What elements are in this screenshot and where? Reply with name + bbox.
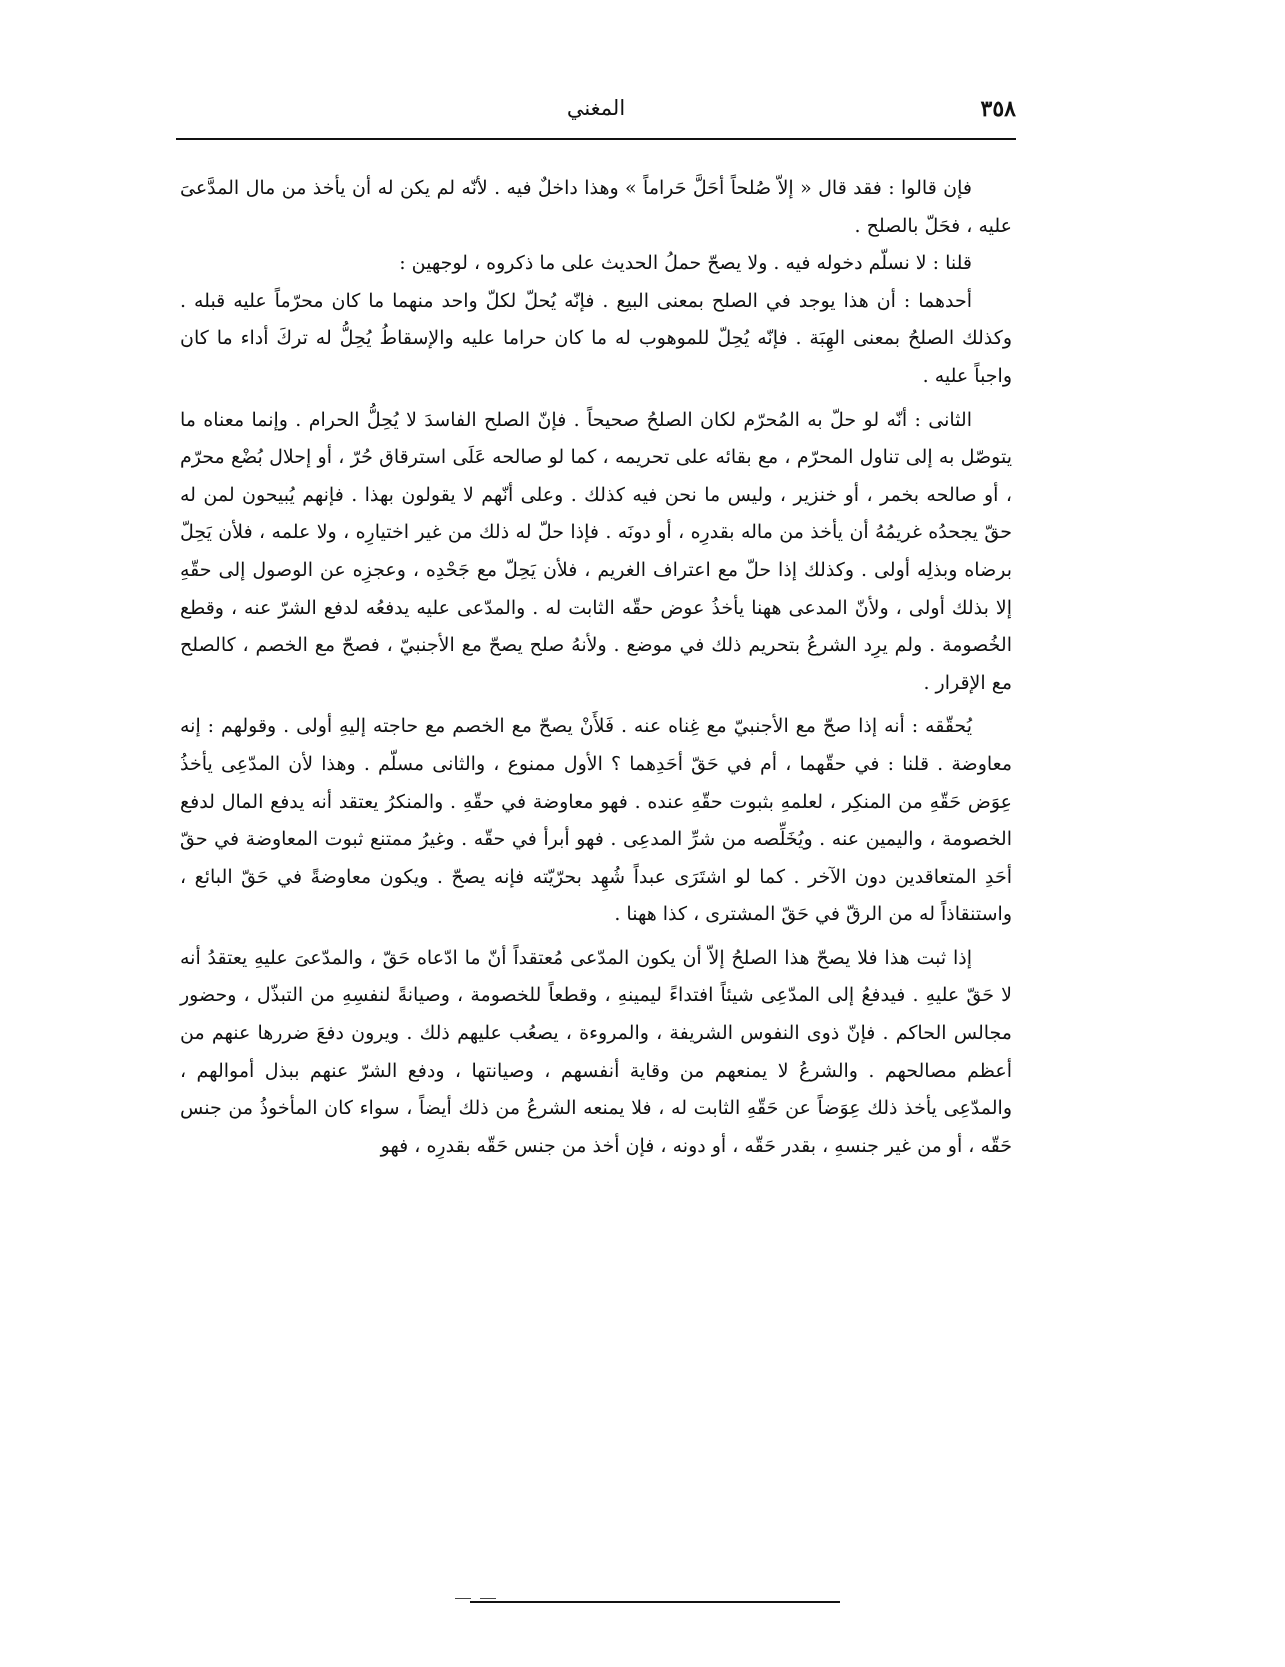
page-number: ٣٥٨ — [980, 96, 1016, 122]
page-header — [176, 96, 1016, 136]
running-title: المغني — [566, 96, 626, 120]
paragraph: يُحقّقه : أنه إذا صحّ مع الأجنبيّ مع غِناه عنه . فَلأَنْ يصحّ مع الخصم مع حاجته إليهِ أولى . وقولهم : إنه معاوضة . قلنا : في حقّهما ، أم في حَقّ أحَدِهما ؟ الأول ممنوع ، والثانى مسلّم . وهذا لأن المدّعِى يأخذُ عِوَض حَقّهِ من المنكِر ، لعلمهِ بثبوت حقّهِ عنده . فهو معاوضة في حقّهِ . والمنكرُ يعتقد أنه يدفع المال لدفع الخصومة ، واليمين عنه . ويُخَلِّصه من شرِّ المدعِى . فهو أبرأ في حقّه . وغيرُ ممتنع ثبوت المعاوضة في حقّ أحَدِ المتعاقدين دون الآخر . كما لو اشتَرَى عبداً شُهِد بحرّيّته فإنه يصحّ . ويكون معاوضةً في حَقّ البائع ، واستنقاذاً له من الرقّ في حَقّ المشترى ، كذا ههنا . — [180, 715, 1012, 926]
paragraph: أحدهما : أن هذا يوجد في الصلح بمعنى البيع . فإنّه يُحلّ لكلّ واحد منهما ما كان محرّماً عليه قبله . وكذلك الصلحُ بمعنى الهِبَة . فإنّه يُحِلّ للموهوب له ما كان حراما عليه والإسقاطُ يُحِلُّ له تركَ أداء ما كان واجباً عليه . — [180, 289, 1012, 387]
footer-rule — [470, 1601, 840, 1603]
paragraph: فإن قالوا : فقد قال « إلاّ صُلحاً أحَلَّ حَراماً » وهذا داخلٌ فيه . لأنّه لم يكن له أن يأخذ من مال المدَّعىَ عليه ، فحَلّ بالصلح . — [180, 177, 1012, 237]
body-text — [180, 170, 1012, 1165]
paragraph: قلنا : لا نسلّم دخوله فيه . ولا يصحّ حملُ الحديث على ما ذكروه ، لوجهين : — [399, 252, 972, 275]
footer-dash — [455, 1598, 471, 1599]
paragraph: الثانى : أنّه لو حلّ به المُحرّم لكان الصلحُ صحيحاً . فإنّ الصلح الفاسدَ لا يُحِلُّ الحرام . وإنما معناه ما يتوصّل به إلى تناول المحرّم ، مع بقائه على تحريمه ، كما لو صالحه عَلَى استرقاق حُرّ ، أو إحلال بُضْع محرّم ، أو صالحه بخمر ، أو خنزير ، وليس ما نحن فيه كذلك . وعلى أنّهم لا يقولون بهذا . فإنهم يُبيحون لمن له حقّ يجحدُه غريمُهُ أن يأخذ من ماله بقدرِه ، أو دونَه . فإذا حلّ له ذلك من غير اختيارِه ، ولا علمه ، فلأن يَحِلّ برضاه وبذلِه أولى . وكذلك إذا حلّ مع اعتراف الغريم ، فلأن يَحِلّ مع جَحْدِه ، وعجزِه عن الوصول إلى حقّهِ إلا بذلك أولى ، ولأنّ المدعى ههنا يأخذُ عوض حقّه الثابت له . والمدّعى عليه يدفعُه لدفع الشرّ عنه ، وقطع الخُصومة . ولم يرِد الشرعُ بتحريم ذلك في موضع . ولأنهُ صلح يصحّ مع الأجنبيّ ، فصحّ مع الخصم ، كالصلح مع الإقرار . — [180, 408, 1012, 694]
header-rule — [176, 138, 1016, 140]
page-footer — [170, 1601, 1020, 1611]
footer-dash — [480, 1598, 496, 1599]
paragraph: إذا ثبت هذا فلا يصحّ هذا الصلحُ إلاّ أن يكون المدّعى مُعتقداً أنّ ما ادّعاه حَقّ ، والمدّعىَ عليهِ يعتقدُ أنه لا حَقّ عليهِ . فيدفعُ إلى المدّعِى شيئاً افتداءً ليمينهِ ، وقطعاً للخصومة ، وصيانةً لنفسِهِ من التبذّل ، وحضور مجالس الحاكم . فإنّ ذوى النفوس الشريفة ، والمروءة ، يصعُب عليهم ذلك . ويرون دفعَ ضررها عنهم من أعظم مصالحهم . والشرعُ لا يمنعهم من وقاية أنفسهم ، وصيانتها ، ودفع الشرّ عنهم ببذل أموالهم ، والمدّعِى يأخذ ذلك عِوَضاً عن حَقّهِ الثابت له ، فلا يمنعه الشرعُ من ذلك أيضاً ، سواء كان المأخوذُ من جنس حَقّه ، أو من غير جنسهِ ، بقدر حَقّه ، أو دونه ، فإن أخذ من جنس حَقّه بقدرِه ، فهو — [180, 946, 1012, 1157]
